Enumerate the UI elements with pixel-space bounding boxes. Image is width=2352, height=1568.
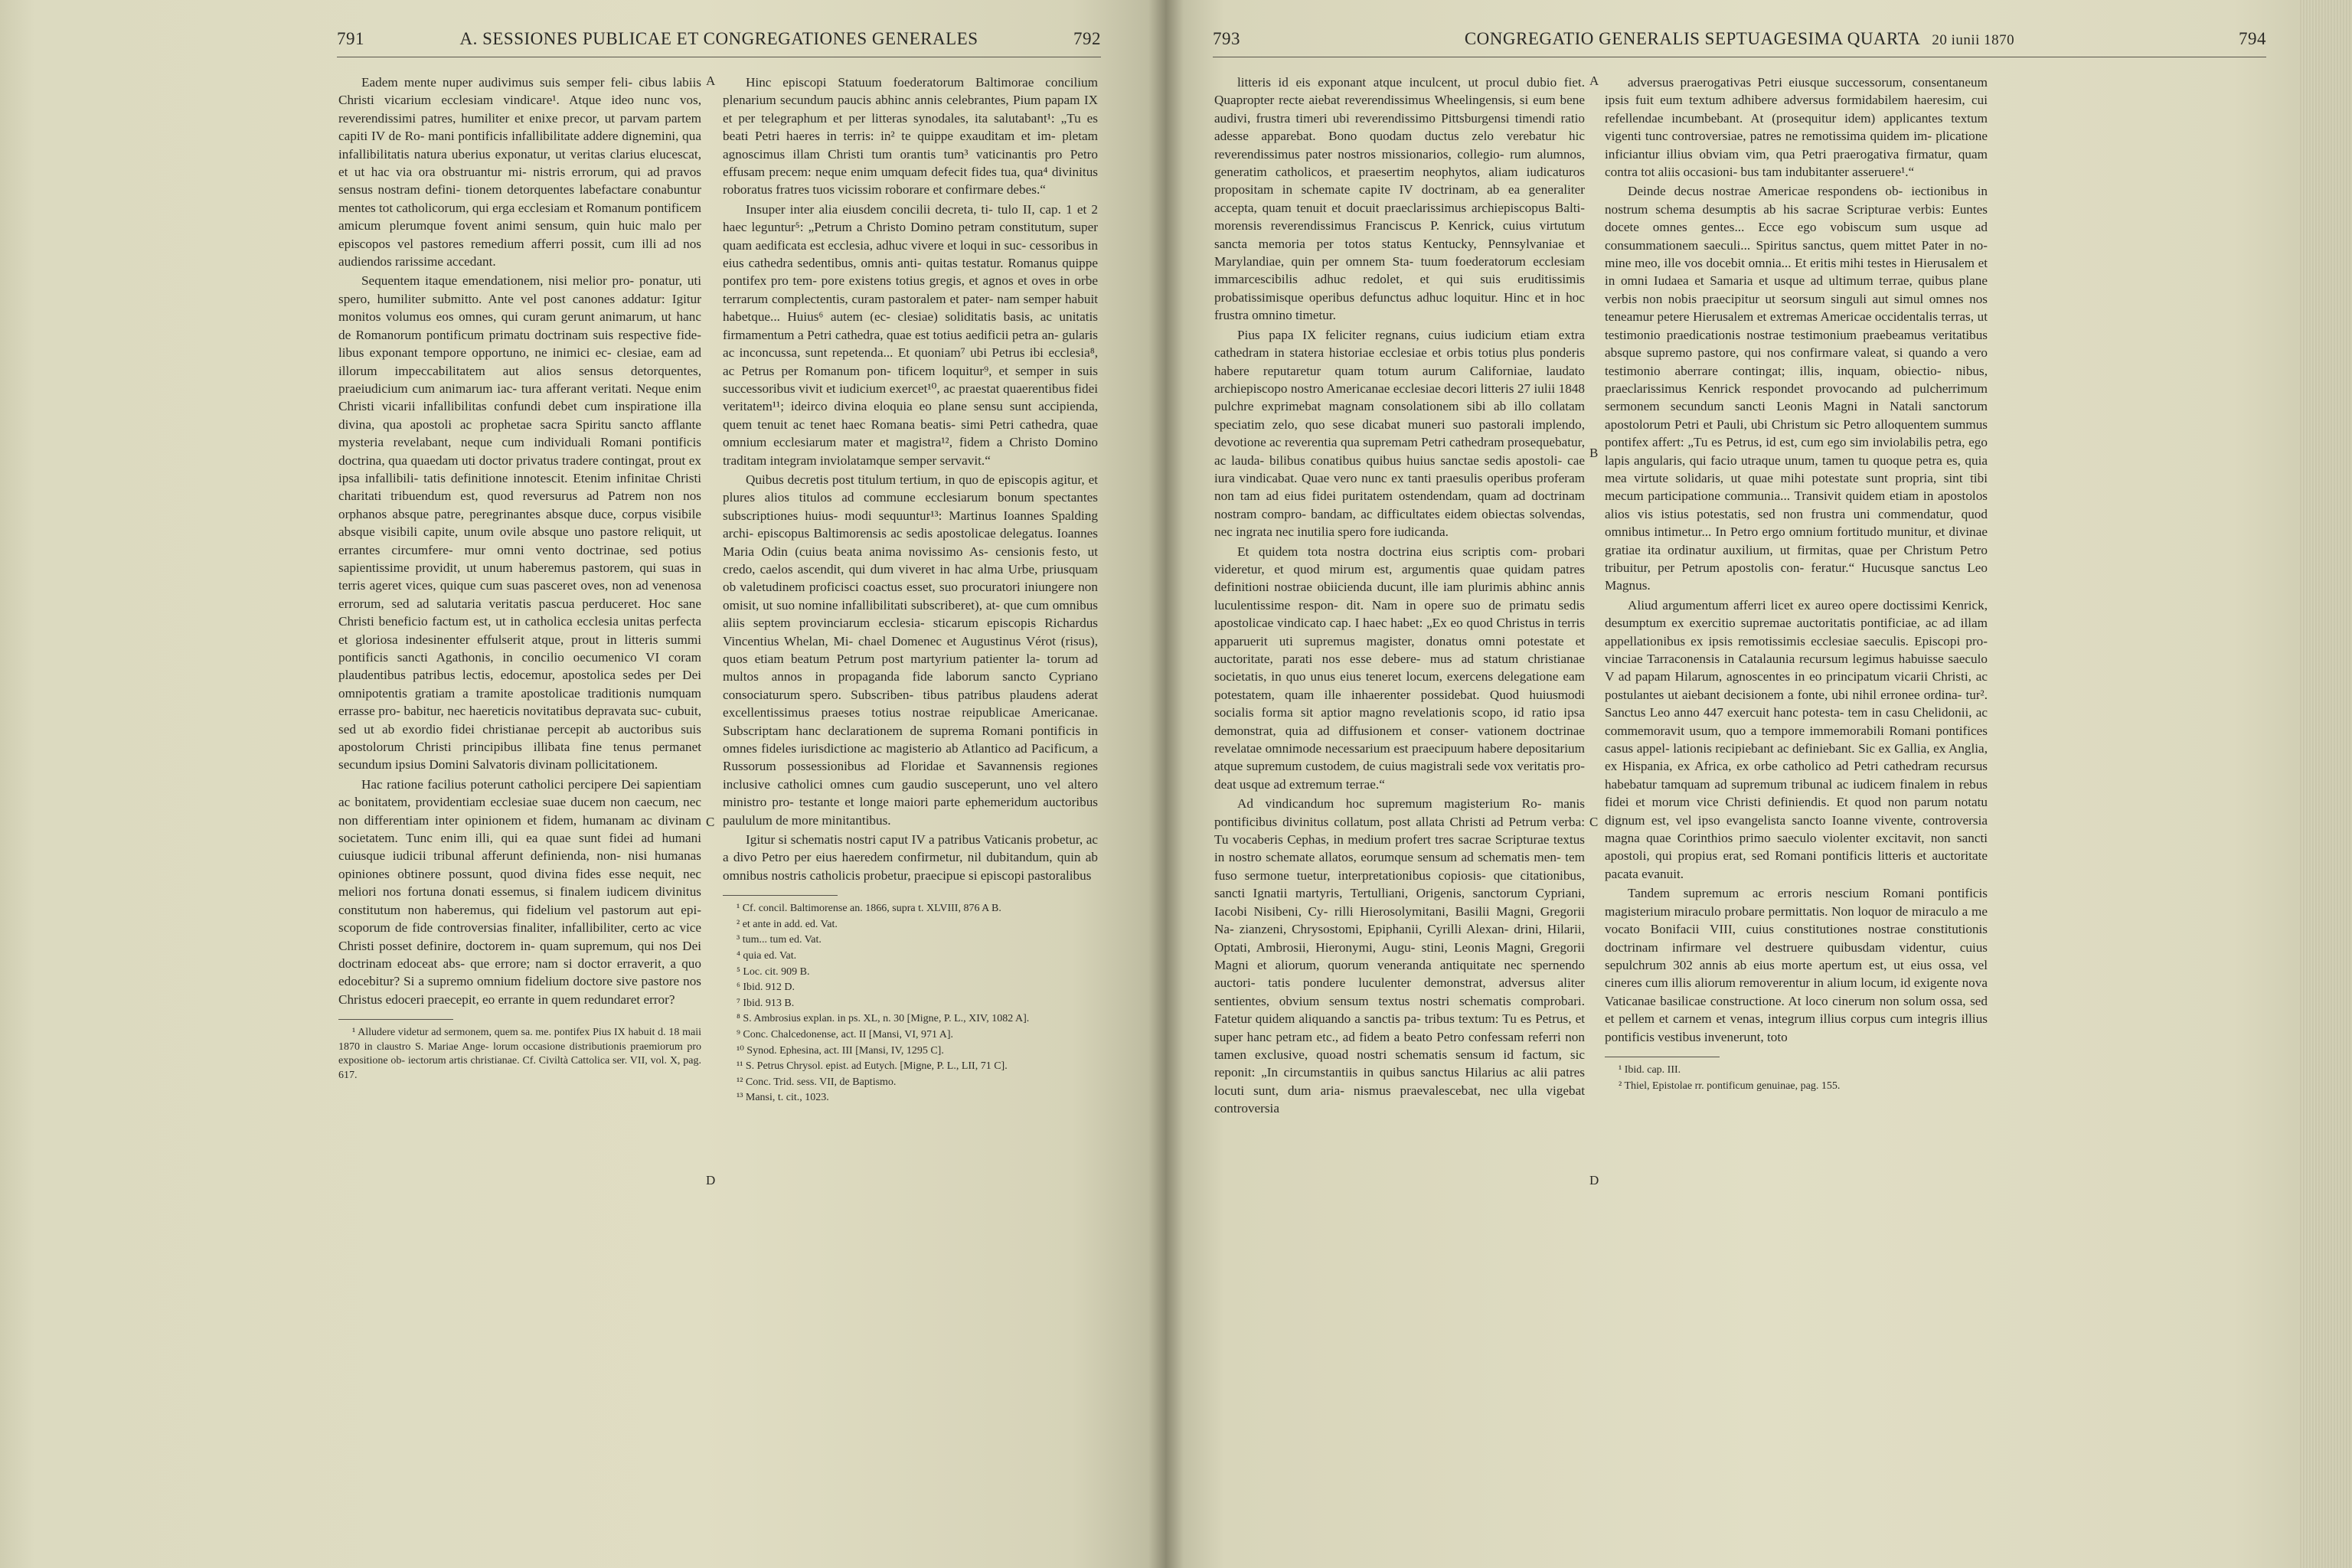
footnote: ⁷ Ibid. 913 B. — [737, 997, 795, 1009]
footnote: ⁶ Ibid. 912 D. — [737, 982, 795, 994]
footnote: ² Thiel, Epistolae rr. pontificum genuinae, pag. 155. — [1619, 1080, 1841, 1092]
footnote: ⁸ S. Ambrosius explan. in ps. XL, n. 30 [Migne, P. L., XIV, 1082 A]. — [737, 1013, 1030, 1025]
footnote: ⁵ Loc. cit. 909 B. — [737, 965, 810, 978]
margin-letter-c: C — [706, 815, 715, 829]
running-title: A. SESSIONES PUBLICAE ET CONGREGATIONES GENERALES — [459, 29, 978, 48]
footnote: ⁹ Conc. Chalcedonense, act. II [Mansi, VI, 971 A]. — [737, 1029, 954, 1041]
footnote-rule — [338, 1019, 453, 1020]
paragraph: Quibus decretis post titulum tertium, in quo de episcopis agitur, et plures alios titulos ad commune ecclesiarum bonum spectantes subscriptiones huius- modi sequuntur¹³: Martinus Ioannes Spalding archi- episcopus Baltimorensis ac sedis apostolicae delegatus. Ioannes Maria Odin (cuius beata anima novissimo As- censionis festo, ut credo, caelos ascendit, qui dum viveret in hac alma Urbe, priusquam ob valetudinem proficisci coactus esset, suo procuratori iniungere non omisit, ut suo nomine infallibilitati subscriberet), at- que cum omnibus aliis septem provinciarum ecclesia- sticarum episcopis Richardus Vincentius Whelan, Mi- chael Domenec et Augustinus Vérot (risus), quos etiam beatum Petrum post martyrium patienter la- torum ad multos annos in propaganda fide laborum sancto Cypriano consociaturum spero. Subscriben- tibus patribus plaudens aderat excellentissimus praeses totius nostrae reipublicae Americanae. Subscriptam hanc declarationem de suprema Romani pontificis in omnes fideles iurisdictione ac magisterio ab Atlantico ad Pacificum, a Russorum possessionibus ad Floridae et Savannensis regiones inclusive catholici omnes cum gaudio susceperunt, uno vel altero ministro pro- testante et longe maiori parte ephemeridum auctoribus paululum de more minitantibus. — [723, 472, 1098, 828]
left-column-2 — [723, 74, 1098, 1106]
paragraph: Insuper inter alia eiusdem concilii decreta, ti- tulo II, cap. 1 et 2 haec leguntur⁵: „Petrum a Christo Domino petram constitutum, super quam aedificata est ecclesia, adhuc vivere et loqui in suc- cessoribus in eius cathedra sedentibus, omnis anti- quitas testatur. Romanus quippe pontifex pro tem- pore existens totius gregis, et agnos et oves in orbe terrarum complectentis, curam pastoralem et pater- nam semper habuit habetque... Huius⁶ autem (ec- clesiae) soliditatis basis, ac unitatis firmamentum a Petri cathedra, quae est totius aedificii petra an- gularis ac inconcussa, sunt repetenda... Et quoniam⁷ ubi Petrus ibi ecclesia⁸, ac Petrus per Romanum pon- tificem loquitur⁹, et semper in suis successoribus vivit et iudicium exercet¹⁰, ac praestat quaerentibus fidei veritatem¹¹; ideirco divina eloquia eo plane sensu sunt accipienda, quem tenuit ac tenet haec Romana beatis- simi Petri cathedra, quae omnium ecclesiarum mater et magistra¹², fidem a Christo Domino traditam integram inviolatamque semper servavit.“ — [723, 201, 1098, 468]
running-title-text: CONGREGATIO GENERALIS SEPTUAGESIMA QUARTA — [1464, 29, 1920, 48]
paragraph: adversus praerogativas Petri eiusque successorum, consentaneum ipsis fuit eum textum adhibere adversus formidabilem haeresim, cui refellendae incumbebant. At (prosequitur idem) applicantes textum vigenti tunc controversiae, patres ne remotissima quidem im- plicatione inficiantur illius obviam vim, qua Petri praerogativa firmatur, quam contra tot aliis occasioni- bus tam indubitanter asseruere¹.“ — [1605, 75, 1988, 180]
right-page — [1165, 0, 2352, 1568]
margin-letter-c: C — [1589, 815, 1599, 829]
paragraph: Hinc episcopi Statuum foederatorum Baltimorae concilium plenarium secundum paucis abhinc annis celebrantes, Pium papam IX et per telegraphum et per litteras synodales, ita salutabant¹: „Tu es beati Petri haeres in terris: in² te quippe exauditam et im- pletam agnoscimus illam Christi tum orantis tum³ vaticinantis pro Petro effusam precem: neque enim umquam defecit fides tua, qua⁴ divinitus roboratus fratres tuos vicissim roborare et confirmare debes.“ — [723, 75, 1098, 198]
running-title-date: 20 iunii 1870 — [1932, 32, 2015, 48]
margin-letter-a: A — [706, 74, 716, 88]
paragraph: Tandem supremum ac erroris nescium Romani pontificis magisterium miraculo probare permittatis. Non loquor de miraculo a me vocato Bonifacii VIII, cuius constitutiones nostrae constitutionis doctrinam infirmare vel destruere quibusdam videntur, cuius sepulchrum 302 annis ab eius morte apertum est, ut eius ossa, vel cineres cum illis aliorum removerentur in alium locum, id exigente nova Vaticanae basilicae constructione. At loco cinerum non solum ossa, sed et pellem et carnem et venas, integrum illius corpus cum integris illius pontificis vestibus invenerunt, toto — [1605, 886, 1988, 1044]
paragraph: Ad vindicandum hoc supremum magisterium Ro- manis pontificibus divinitus collatum, post allata Christi ad Petrum verba: Tu vocaberis Cephas, in medium profert tres sacrae Scripturae textus in nostro schemate allatos, eorumque sensum ad schematis men- tem fuso sermone tuetur, interpretationibus copiosis- que citationibus, sancti Ignatii martyris, Tertulliani, Origenis, sanctorum Cypriani, Iacobi Nisibeni, Cy- rilli Hierosolymitani, Basilii Magni, Gregorii Na- zianzeni, Chrysostomi, Epiphanii, Cyrilli Alexan- drini, Hilarii, Optati, Ambrosii, Hieronymi, Augu- stini, Leonis Magni, Gregorii Magni et aliorum, quorum veneranda antiquitate nec spernendo auctori- tatis pondere luculenter demonstrat, adversus aliter sentientes, obvium sensum textus nostri schematis comprobari. Fatetur quidem aliquando a sanctis pa- tribus textum: Tu es Petrus, et super hanc petram etc., ad fidem a beato Petro confessam referri non tamen exclusive, quoad nostri schematis sensum id factum, sic reponit: „In circumstantiis in quibus sanctus Hilarius ac alii patres locuti sunt, dum aria- nismus praevalescebat, nec ulla vigebat controversia — [1214, 796, 1585, 1116]
paragraph: litteris id eis exponant atque inculcent, ut procul dubio fiet. Quapropter recte aiebat reverendissimus Wheelingensis, si eum bene audivi, frustra timeri ubi reverendissimo Pittsburgensi timendi ratio adesse apparebat. Bono quodam ductus zelo verebatur hic reverendissimus pater nostros missionarios, collegio- rum alumnos, generatim catholicos, et praesertim neophytos, aliam iudicaturos propositam in schemate capite IV doctrinam, ab ea generaliter accepta, quam tenuit et docuit praeclarissimus archiepiscopus Balti- morensis reverendissimus Franciscus P. Kenrick, cuius virtutum sancta memoria per totos status Kentucky, Pennsylvaniae et Marylandiae, quin per omnem Sta- tuum foederatorum ecclesiam immarcescibilis adhuc redolet, et qui suis eruditissimis probatissimisque operibus defunctus adhuc loquitur. Hinc et in hoc frustra omnino timetur. — [1214, 75, 1585, 323]
paragraph: Hac ratione facilius poterunt catholici percipere Dei sapientiam ac bonitatem, providentiam ecclesiae suae ducem non caecum, nec non differentiam inter opinionem et fidem, humanam ac divinam societatem. Tunc enim illi, qui ea quae sunt fidei ad humani cuiusque iudicii tribunal afferunt definienda, non- nisi humanas opiniones obtinere possunt, quod divina fides esse nequit, nec meliori nos fortuna donati essemus, si finalem iudicem divinitus constitutum non haberemus, qui fidelium vel pastorum aut epi- scoporum de fide controversias finaliter, infallibiliter, certo ac vice Christi posset definire, doctorem in- quam supremum, qui nos Dei doctrinam edoceat abs- que errore; nam si doctor erraverit, a quo edocebitur? Si a supremo omnium fidelium doctore sive pastore nos Christus edoceri praecepit, eo errante in quem redundaret error? — [338, 776, 701, 1007]
footnote: ¹ Alludere videtur ad sermonem, quem sa. me. pontifex Pius IX habuit d. 18 maii 1870 in claustro S. Mariae Ange- lorum occasione distributionis praemiorum pro expositione ob- iectorum artis christianae. Cf. Civiltà Cattolica ser. VII, vol. X, pag. 617. — [338, 1027, 701, 1081]
footnote: ⁴ quia ed. Vat. — [737, 950, 797, 962]
footnotes — [1605, 1063, 1988, 1093]
footnote: ¹⁰ Synod. Ephesina, act. III [Mansi, IV, 1295 C]. — [737, 1044, 944, 1057]
paragraph: Pius papa IX feliciter regnans, cuius iudicium etiam extra cathedram in statera historiae ecclesiae et orbis totius plus ponderis habere reputaretur quam totum aurum Californiae, laudato archiepiscopo nostro Americanae ecclesiae decori litteris 27 iulii 1848 pulchre exprimebat magnam consolationem sibi ab illo collatam speciatim zelo, quo sese dicabat muneri suo pastorali implendo, devotione ac reverentia qua supremam Petri cathedram prosequebatur, ac lauda- bilibus conatibus quibus huius sanctae sedis apostoli- cae iura vindicabat. Quae vero nunc ex tanti praesulis operibus proferam non tam ad eius fidei puritatem ostendendam, quam ad doctrinam nostram compro- bandam, ac difficultates eidem obiectas solvendas, nec ingrata nec inutilia spero fore iudicanda. — [1214, 327, 1585, 540]
page-number-792: 792 — [1073, 29, 1101, 48]
paragraph: Igitur si schematis nostri caput IV a patribus Vaticanis probetur, ac a divo Petro per eius haeredem confirmetur, nil dubitandum, quin ab omnibus nostris catholicis probetur, praecipue si episcopi pastoralibus — [723, 832, 1098, 883]
paragraph: Deinde decus nostrae Americae respondens ob- iectionibus in nostrum schema desumptis ab his sacrae Scripturae verbis: Euntes docete omnes gentes... Ecce ego vobiscum sum usque ad consummationem saeculi... Spiritus sanctus, quem mittet Pater in no- mine meo, ille vos docebit omnia... Et eritis mihi testes in Hierusalem et in omni Iudaea et Samaria et usque ad ultimum terrae, quibus plane verbis non nobis praecipitur ut seorsum singuli aut simul omnes nos teneamur petere Hierusalem et extremas Americae occidentalis terras, ut testimonio praedicationis nostrae testimonium praebeamus veritatibus absque supremo pastore, qui nos confirmare valeat, si quando a vero testimonio aberrare contingat; illis, inquam, obiectio- nibus, praeclarissimus Kenrick respondet provocando ad pulcherrimum sermonem secundum sancti Leonis Magni in Natali sanctorum apostolorum Petri et Pauli, ubi Christum sic Petro alloquentem summus pontifex affert: „Tu es Petrus, id est, cum ego sim inviolabilis petra, ego lapis angularis, qui facio utraque unum, tamen tu quoque petra es, quia mea virtute solidaris, ut quae mihi potestate sunt propria, sint tibi mecum participatione communia... Transivit quidem etiam in apostolos alios vis istius potestatis, sed non frustra uni commendatur, quod omnibus intimetur... In Petro ergo omnium fortitudo munitur, et divinae gratiae ita ordinatur auxilium, ut firmitas, quae per Christum Petro tribuitur, per Petrum apostolis con- feratur.“ Hucusque sanctus Leo Magnus. — [1605, 184, 1988, 593]
left-column-1 — [338, 74, 701, 1083]
footnote-rule — [723, 895, 838, 896]
page-number-794: 794 — [2239, 29, 2266, 48]
running-title — [1213, 29, 2266, 49]
footnote: ¹² Conc. Trid. sess. VII, de Baptismo. — [737, 1076, 897, 1088]
page-number-791: 791 — [337, 29, 364, 48]
paragraph: Aliud argumentum afferri licet ex aureo opere doctissimi Kenrick, desumptum ex exercitio supremae auctoritatis pontificiae, ac ad illam appellationibus ex ipsis remotissimis ecclesiae saeculis. Episcopi pro- vinciae Tarraconensis in Catalaunia recursum legimus habuisse saeculo V ad papam Hilarum, agnoscentes in eo principatum vicarii Christi, ac postulantes ut aiebant decisionem a fonte, ubi nihil erronee ordina- tur². Sanctus Leo anno 447 exercuit hanc potesta- tem in casu Chelidonii, ac commemoravit usum, quo a tempore immemorabili Romani pontifices casus appel- lationis recipiebant ac definiebant. Sic ex Gallia, ex Anglia, ex Hispania, ex Africa, ex orbe catholico ad Petri cathedram recursus habebatur tamquam ad supremum tribunal ac iudicem finalem in rebus fidei et morum vice Christi definiendis. Et quod non parum notatu dignum est, vel ipso evangelista sancto Ioanne vivente, controversia magna quae Corinthios primo saeculo violenter excitavit, non sancti apostoli, qui propius erat, sed Romani pontificis litteris et auctoritate pacata evanuit. — [1605, 597, 1988, 881]
margin-letter-a: A — [1589, 74, 1599, 88]
right-column-1 — [1214, 74, 1585, 1118]
margin-letter-d: D — [706, 1173, 716, 1187]
footnote: ¹³ Mansi, t. cit., 1023. — [737, 1092, 829, 1104]
margin-letter-b: B — [1589, 446, 1599, 460]
right-column-2 — [1605, 74, 1988, 1093]
left-page — [0, 0, 1165, 1568]
footnote: ³ tum... tum ed. Vat. — [737, 934, 822, 946]
footnote: ¹¹ S. Petrus Chrysol. epist. ad Eutych. [Migne, P. L., LII, 71 C]. — [737, 1060, 1008, 1073]
margin-letter-d: D — [1589, 1173, 1599, 1187]
footnotes — [338, 1026, 701, 1083]
left-page-header — [337, 29, 1101, 60]
paragraph: Eadem mente nuper audivimus suis semper feli- cibus labiis Christi vicarium ecclesiam vindicare¹. Atque ideo nunc vos, reverendissimi patres, humiliter et enixe precor, ut parvam partem capiti IV de Ro- mani pontificis infallibilitate addere dignemini, qua infallibilitatis natura uberius exponatur, ut veritas clarius elucescat, et ut hac via ora obstruantur mi- nistris errorum, qui ad pravos sensus nostram defini- tionem detorquentes labefactare conabuntur mentes tot catholicorum, qui erga ecclesiam et Romanum pontificem amicum plerumque fovent animi sensum, quin huic malo per episcopos vel pastores remedium afferri possit, cum illi ad nos audiendos rarissime accedant. — [338, 75, 701, 270]
book-gutter — [1148, 0, 1184, 1568]
footnote: ² et ante in add. ed. Vat. — [737, 918, 838, 930]
right-page-header — [1213, 29, 2266, 60]
footnote: ¹ Ibid. cap. III. — [1619, 1063, 1681, 1076]
page-edge — [2298, 0, 2352, 1568]
footnote: ¹ Cf. concil. Baltimorense an. 1866, supra t. XLVIII, 876 A B. — [737, 903, 1001, 915]
paragraph: Sequentem itaque emendationem, nisi melior pro- ponatur, uti spero, humiliter submitto. Ante vel post canones addatur: Igitur monitos volumus eos omnes, qui curam gerunt animarum, ut hanc de Romanorum pontificum primatu doctrinam suis respective fide- libus exponant tempore opportuno, ne inimici ec- clesiae, eam ad illorum impeccabilitatem aut alios sensus detorquentes, praeiudicium cum animarum iac- tura afferant veritati. Neque enim Christi vicarii infallibilitas confundi debet cum inspiratione illa divina, qua apostoli ac prophetae sacra Spiritu sancto afflante mysteria revelabant, neque cum individuali Romani pontificis doctrina, qua quaedam uti doctor privatus tradere contingat, prout ex ipsa infallibili- tatis definitione innotescit. Etenim infinitae Christi charitati tribuendum est, quod reversurus ad Patrem non nos orphanos absque patre, peregrinantes absque duce, corpus visibile absque visibili capite, unum ovile absque uno pastore reliquit, ut errantes circumfere- mur omni vento doctrinae, sed potius sapientissime providit, ut unum haberemus pastorem, qui suas in terris ageret vices, quique cum suas pasceret oves, non ad venenosa errorum, sed ad salutaria veritatis pascua perduceret. Hoc sane Christi beneficio factum est, ut in catholica ecclesia unitas perfecta et gloriosa indesinenter effulserit atque, prout in litteris summi pontificis sancti Agathonis, in concilio oecumenico VI coram plaudentibus patribus lectis, edocemur, apostolica sedes per Dei omnipotentis gratiam a tramite apostolicae traditionis numquam errasse pro- babitur, nec haereticis novitatibus depravata suc- cubuit, sed ut ab exordio fidei christianae percepit ab auctoribus suis apostolorum Christi principibus illibata fine tenus permanet secundum ipsius Domini Salvatoris divinam pollicitationem. — [338, 273, 701, 773]
footnotes — [723, 902, 1098, 1106]
paragraph: Et quidem tota nostra doctrina eius scriptis com- probari videretur, et quod mirum est, argumentis quae quidam patres definitioni nostrae obiicienda ducunt, ille iam plurimis abhinc annis luculentissime respon- dit. Nam in opere suo de primatu sedis apostolicae vindicato cap. I haec habet: „Ex eo quod Christus in terris apparuerit uti supremus magister, donatus omni potestate et auctoritate, parati nos esse debere- mus ad statum christianae societatis, in quo unus eius teneret locum, exercens delegatione eam potestatem, quam ille inhaerenter possidebat. Quod huiusmodi socialis forma sit aptior magno revelationis scopo, id ratio ipsa demonstrat, quia ad diffusionem et conser- vationem doctrinae revelatae omnimode necessarium est praecipuum habere depositarium atque supremum custodem, de cuius magistrali sede vox veritatis pro- deat usque ad extremum terrae.“ — [1214, 544, 1585, 792]
page-number-793: 793 — [1213, 29, 1240, 48]
